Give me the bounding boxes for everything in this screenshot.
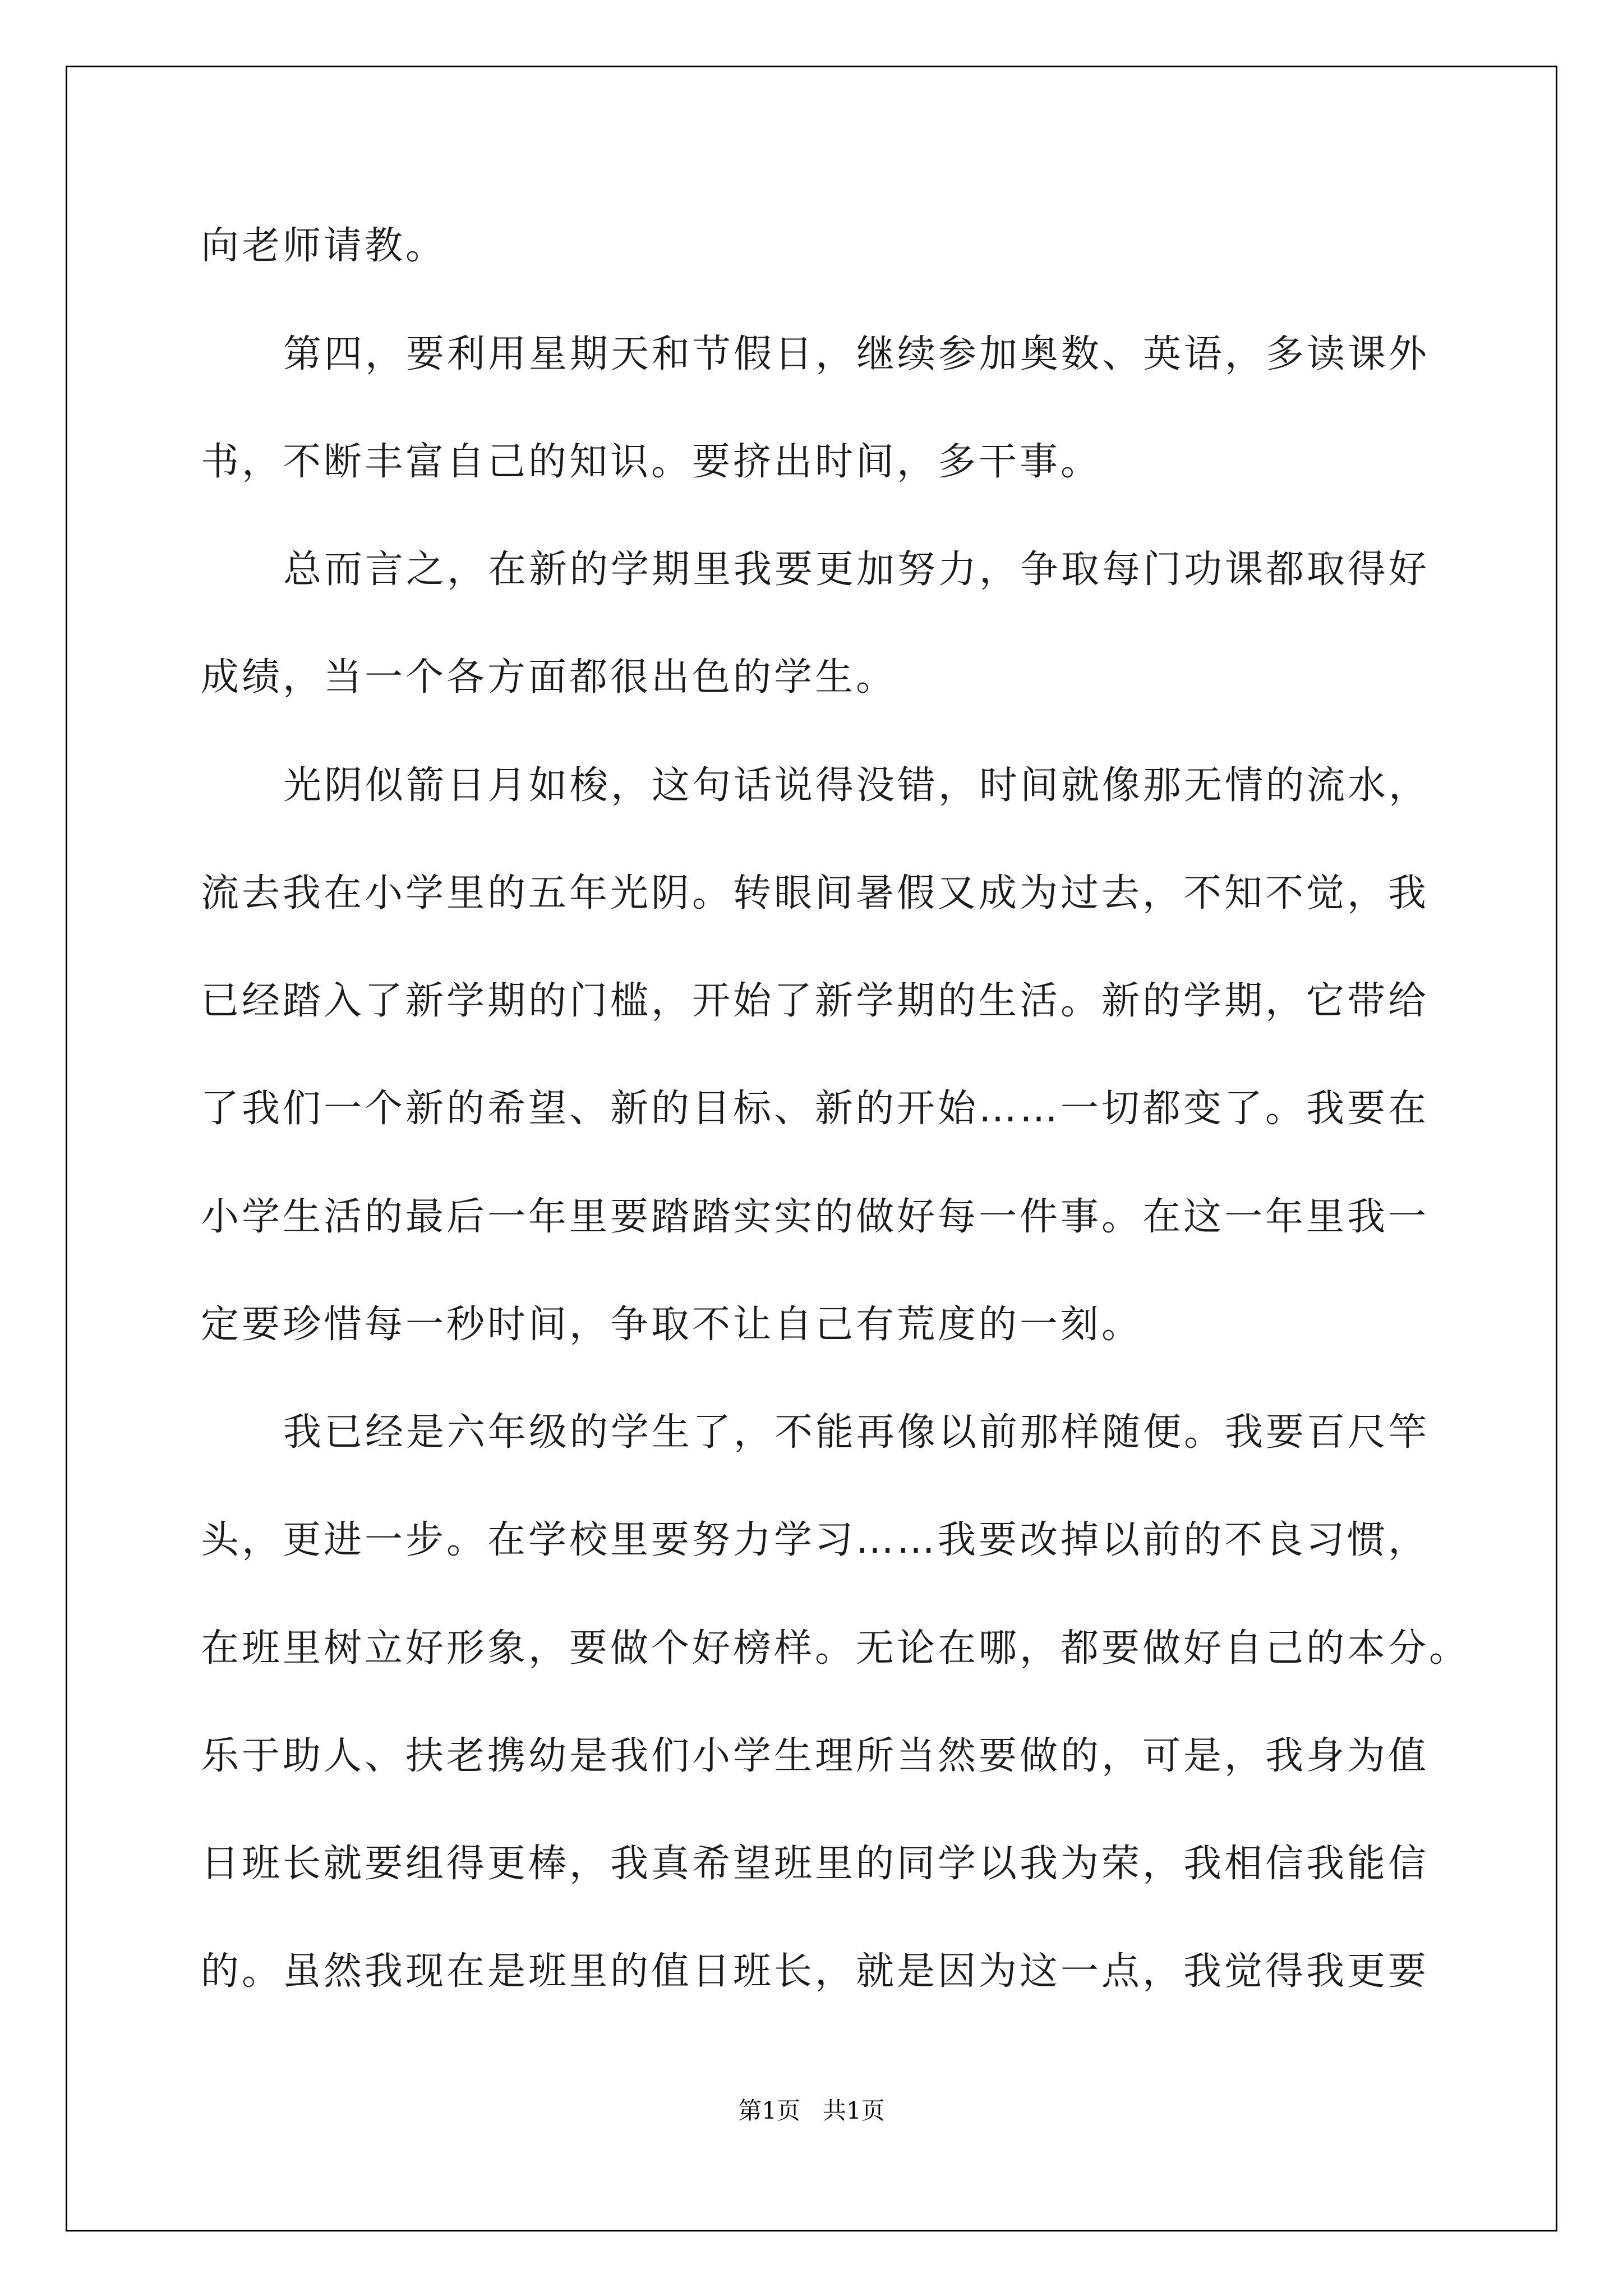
text-line: 书，不断丰富自己的知识。要挤出时间，多干事。	[201, 440, 1102, 484]
text-line: 的。虽然我现在是班里的值日班长，就是因为这一点，我觉得我更要	[201, 1949, 1430, 1994]
text-line: 了我们一个新的希望、新的目标、新的开始……一切都变了。我要在	[201, 1087, 1430, 1131]
text-line: 在班里树立好形象，要做个好榜样。无论在哪，都要做好自己的本分。	[201, 1626, 1470, 1671]
text-line: 定要珍惜每一秒时间，争取不让自己有荒度的一刻。	[201, 1303, 1143, 1347]
text-line: 流去我在小学里的五年光阴。转眼间暑假又成为过去，不知不觉，我	[201, 871, 1430, 915]
text-line: 已经踏入了新学期的门槛，开始了新学期的生活。新的学期，它带给	[201, 979, 1430, 1023]
paragraph-first-line: 第四，要利用星期天和节假日，继续参加奥数、英语，多读课外	[283, 332, 1430, 376]
page-number-footer: 第1页 共1页	[738, 2097, 885, 2124]
text-line: 向老师请教。	[201, 224, 447, 268]
text-line: 成绩，当一个各方面都很出色的学生。	[201, 655, 897, 700]
paragraph-first-line: 光阴似箭日月如梭，这句话说得没错，时间就像那无情的流水，	[283, 763, 1430, 808]
paragraph-first-line: 总而言之，在新的学期里我要更加努力，争取每门功课都取得好	[283, 547, 1430, 592]
text-line: 日班长就要组得更棒，我真希望班里的同学以我为荣，我相信我能信	[201, 1842, 1430, 1886]
text-line: 头，更进一步。在学校里要努力学习……我要改掉以前的不良习惯，	[201, 1518, 1430, 1562]
text-line: 小学生活的最后一年里要踏踏实实的做好每一件事。在这一年里我一	[201, 1195, 1430, 1239]
text-line: 乐于助人、扶老携幼是我们小学生理所当然要做的，可是，我身为值	[201, 1734, 1430, 1778]
page-border	[66, 66, 1557, 2231]
paragraph-first-line: 我已经是六年级的学生了，不能再像以前那样随便。我要百尺竿	[283, 1410, 1430, 1455]
